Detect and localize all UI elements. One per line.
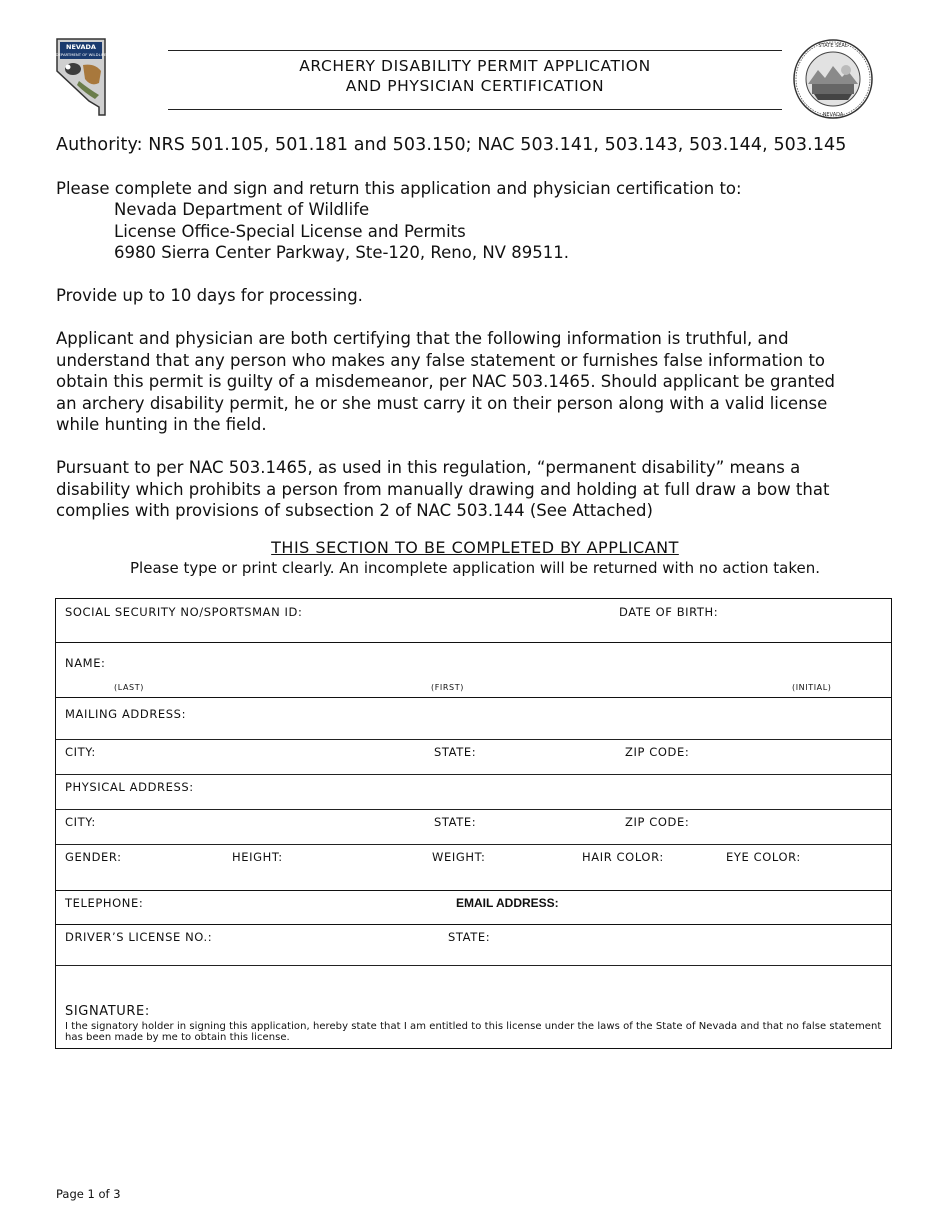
applicant-section-instructions: Please type or print clearly. An incomplete application will be returned with no action taken. xyxy=(130,559,820,577)
gender-field[interactable]: GENDER: xyxy=(65,850,122,864)
name-initial-caption: (INITIAL) xyxy=(792,683,832,692)
row-divider xyxy=(56,965,891,966)
svg-text:STATE SEAL: STATE SEAL xyxy=(818,43,848,49)
address-line2: License Office-Special License and Permits xyxy=(114,222,466,241)
physical-address-field[interactable]: PHYSICAL ADDRESS: xyxy=(65,780,194,794)
form-title-line1: ARCHERY DISABILITY PERMIT APPLICATION xyxy=(299,57,651,75)
mailing-city-field[interactable]: CITY: xyxy=(65,745,96,759)
physical-zip-field[interactable]: ZIP CODE: xyxy=(625,815,690,829)
applicant-form xyxy=(55,598,892,1049)
row-divider xyxy=(56,924,891,925)
disability-definition-paragraph: Pursuant to per NAC 503.1465, as used in this regulation, “permanent disability” means a disability which prohibits a person from manually drawing and holding at full draw a bow that complies with provisions of subsection 2 of NAC 503.144 (See Attached) xyxy=(56,458,830,520)
certification-paragraph: Applicant and physician are both certifying that the following information is truthful, and understand that any person who makes any false statement or furnishes false information to obtain this permit is guilty of a misdemeanor, per NAC 503.1465. Should applicant be granted an archery disability permit, he or she must carry it on their person along with a valid license while hunting in the field. xyxy=(56,329,835,434)
address-line1: Nevada Department of Wildlife xyxy=(114,200,370,219)
row-divider xyxy=(56,697,891,698)
mailing-state-field[interactable]: STATE: xyxy=(434,745,477,759)
row-divider xyxy=(56,774,891,775)
row-divider xyxy=(56,739,891,740)
authority-statement: Authority: NRS 501.105, 501.181 and 503.150; NAC 503.141, 503.143, 503.144, 503.145 xyxy=(56,135,847,155)
drivers-license-field[interactable]: DRIVER’S LICENSE NO.: xyxy=(65,930,213,944)
applicant-section-heading: THIS SECTION TO BE COMPLETED BY APPLICANT xyxy=(271,538,679,557)
row-divider xyxy=(56,844,891,845)
name-first-caption: (FIRST) xyxy=(431,683,464,692)
svg-text:DEPARTMENT OF WILDLIFE: DEPARTMENT OF WILDLIFE xyxy=(55,52,107,57)
name-last-caption: (LAST) xyxy=(114,683,144,692)
return-instructions: Please complete and sign and return this application and physician certification to: xyxy=(56,179,742,198)
processing-note: Provide up to 10 days for processing. xyxy=(56,286,363,305)
row-divider xyxy=(56,809,891,810)
weight-field[interactable]: WEIGHT: xyxy=(432,850,486,864)
row-divider xyxy=(56,642,891,643)
mailing-zip-field[interactable]: ZIP CODE: xyxy=(625,745,690,759)
hair-color-field[interactable]: HAIR COLOR: xyxy=(582,850,664,864)
license-state-field[interactable]: STATE: xyxy=(448,930,491,944)
name-field[interactable]: NAME: xyxy=(65,656,106,670)
page-number: Page 1 of 3 xyxy=(56,1187,121,1201)
physical-state-field[interactable]: STATE: xyxy=(434,815,477,829)
title-bottom-rule xyxy=(168,109,782,110)
mailing-address-field[interactable]: MAILING ADDRESS: xyxy=(65,707,187,721)
eye-color-field[interactable]: EYE COLOR: xyxy=(726,850,801,864)
svg-text:NEVADA: NEVADA xyxy=(822,112,844,118)
form-title-line2: AND PHYSICIAN CERTIFICATION xyxy=(345,77,605,95)
address-line3: 6980 Sierra Center Parkway, Ste-120, Reno, NV 89511. xyxy=(114,243,569,262)
row-divider xyxy=(56,890,891,891)
email-field[interactable]: EMAIL ADDRESS: xyxy=(456,896,559,910)
physical-city-field[interactable]: CITY: xyxy=(65,815,96,829)
signature-field[interactable]: SIGNATURE: xyxy=(65,1004,150,1019)
dob-field[interactable]: DATE OF BIRTH: xyxy=(619,605,719,619)
telephone-field[interactable]: TELEPHONE: xyxy=(65,896,144,910)
ssn-field[interactable]: SOCIAL SECURITY NO/SPORTSMAN ID: xyxy=(65,605,303,619)
title-top-rule xyxy=(168,50,782,51)
nevada-state-seal xyxy=(792,38,874,120)
ndow-logo xyxy=(55,37,109,117)
svg-text:NEVADA: NEVADA xyxy=(66,43,96,51)
height-field[interactable]: HEIGHT: xyxy=(232,850,283,864)
signature-attestation: I the signatory holder in signing this application, hereby state that I am entitled to this license under the laws of the State of Nevada and that no false statement has been made by me to obtain this license. xyxy=(65,1021,882,1043)
